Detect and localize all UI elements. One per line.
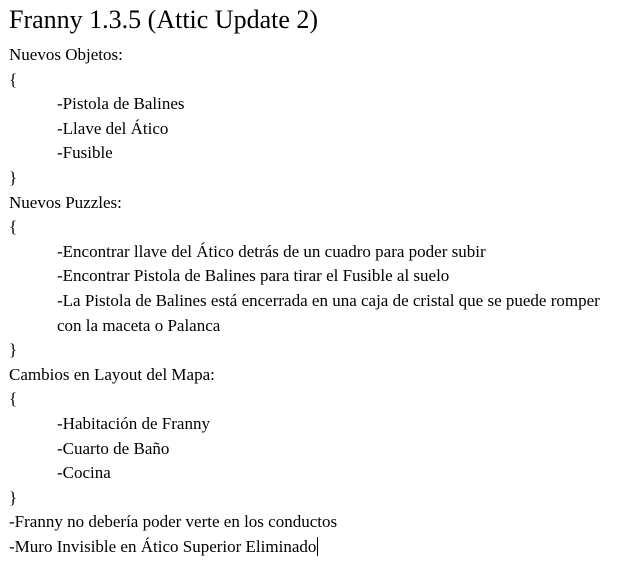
note-line [9,535,637,560]
list-item: -Llave del Ático [57,118,169,138]
list-item: -Encontrar llave del Ático detrás de un cuadro para poder subir [57,241,486,261]
close-brace: } [9,167,18,187]
text-cursor [317,537,318,556]
list-item: -Cuarto de Baño [57,438,170,458]
list-item: -Pistola de Balines [57,94,185,114]
list-item: -Habitación de Franny [57,413,210,433]
close-brace: } [9,487,18,507]
list-item: -Encontrar Pistola de Balines para tirar el Fusible al suelo [57,266,450,286]
section-heading-objects: Nuevos Objetos: [9,45,123,64]
list-item: -La Pistola de Balines está encerrada en una caja de cristal que se puede romper con la maceta o Palanca [57,290,600,335]
list-item: -Fusible [57,143,113,163]
section-heading-puzzles: Nuevos Puzzles: [9,192,122,212]
note-line [9,510,637,535]
close-brace: } [9,340,18,360]
note-text: -Muro Invisible en Ático Superior Eliminado [9,536,317,556]
list-item: -Cocina [57,463,111,483]
open-brace: { [9,69,18,89]
section-heading-layout: Cambios en Layout del Mapa: [9,364,215,384]
note-text: -Franny no debería poder verte en los conductos [9,512,338,532]
open-brace: { [9,217,18,237]
open-brace: { [9,389,18,409]
document-title: Franny 1.3.5 (Attic Update 2) [9,5,319,34]
